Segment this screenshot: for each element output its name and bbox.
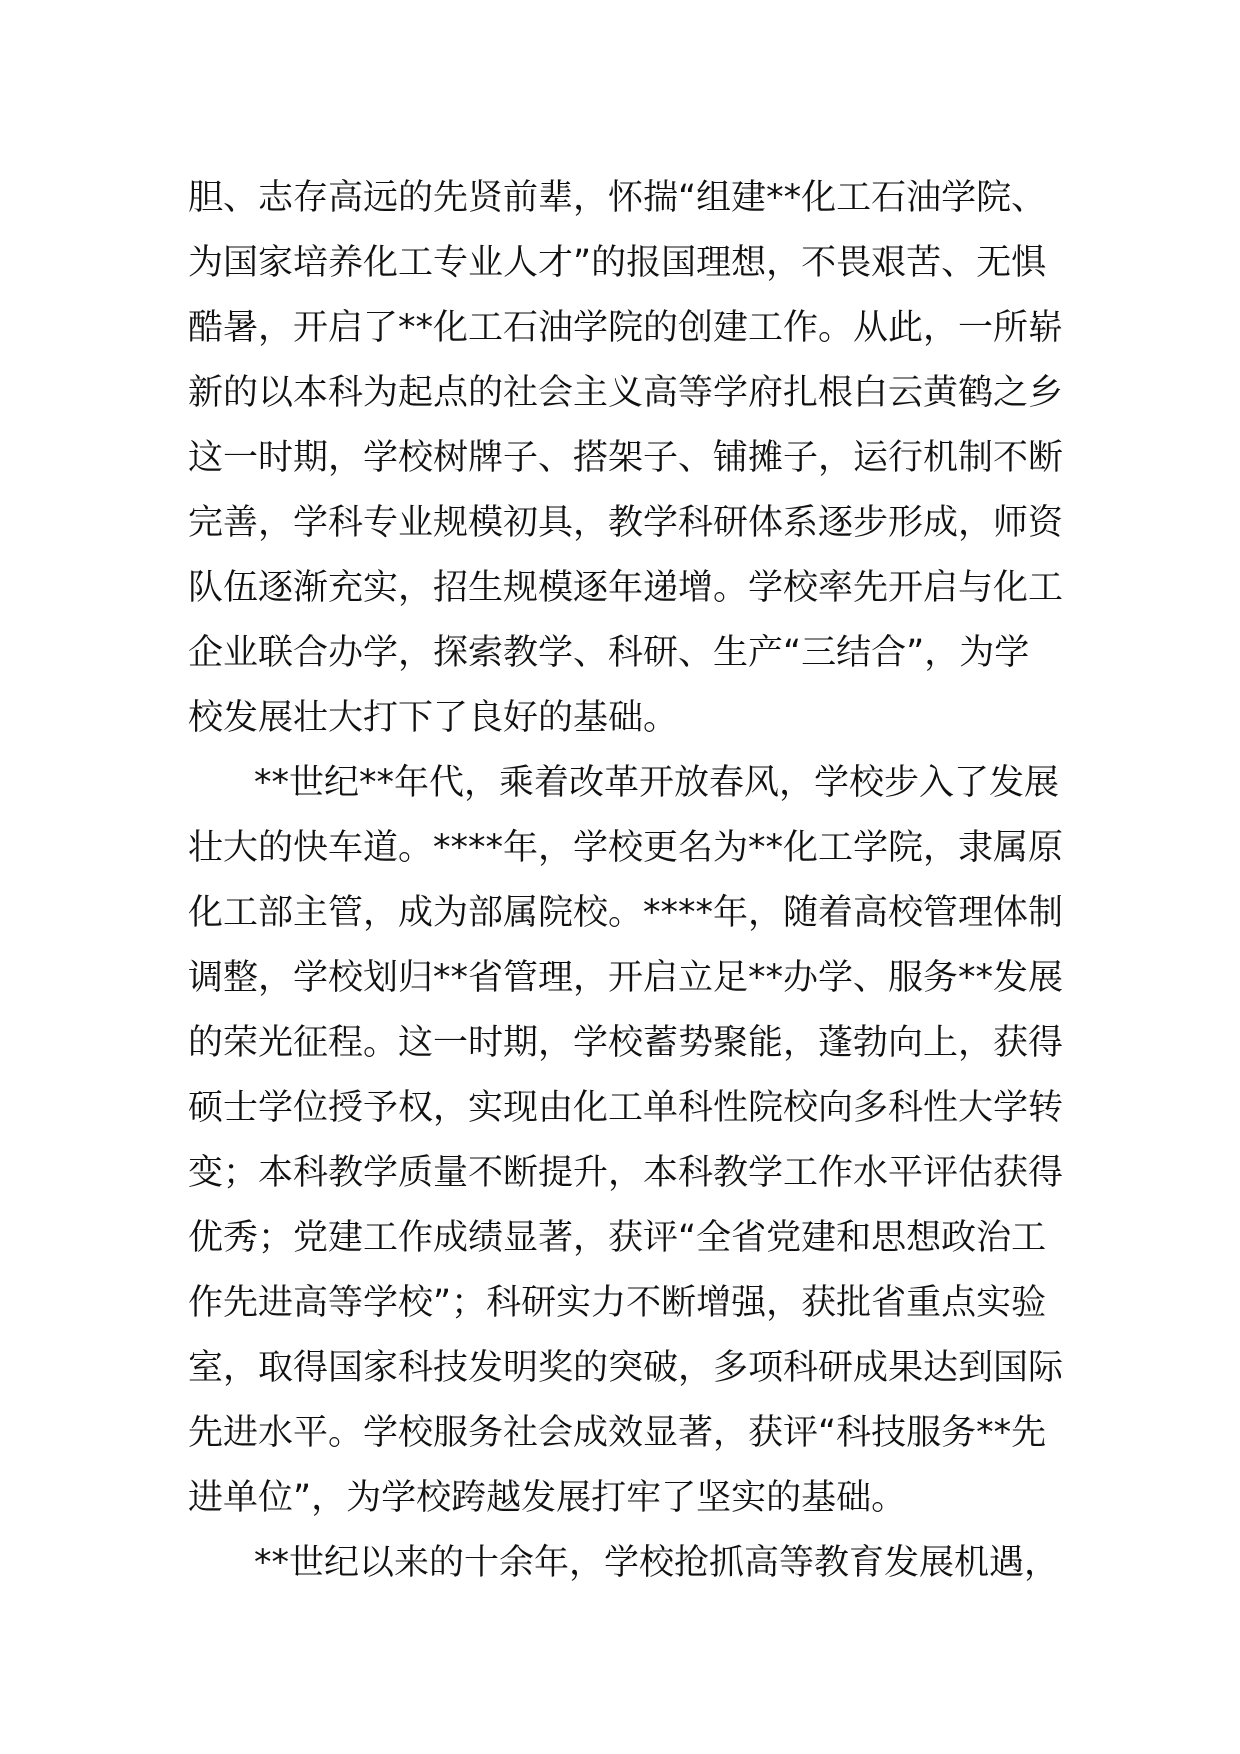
text-line: 作先进高等学校”；科研实力不断增强，获批省重点实验	[188, 1283, 1047, 1323]
text-line: 校发展壮大打下了良好的基础。	[188, 698, 679, 738]
text-line: 室，取得国家科技发明奖的突破，多项科研成果达到国际	[188, 1348, 1064, 1388]
paragraph-first-line: **世纪**年代，乘着改革开放春风，学校步入了发展	[254, 763, 1060, 803]
paragraph-first-line: **世纪以来的十余年，学校抢抓高等教育发展机遇，	[254, 1543, 1060, 1583]
text-line: 优秀；党建工作成绩显著，获评“全省党建和思想政治工	[188, 1218, 1047, 1258]
text-line: 变；本科教学质量不断提升，本科教学工作水平评估获得	[188, 1153, 1064, 1193]
text-line: 壮大的快车道。****年，学校更名为**化工学院，隶属原	[188, 828, 1064, 868]
text-line: 调整，学校划归**省管理，开启立足**办学、服务**发展	[188, 958, 1064, 998]
text-line: 胆、志存高远的先贤前辈，怀揣“组建**化工石油学院、	[188, 178, 1047, 218]
text-line: 企业联合办学，探索教学、科研、生产“三结合”，为学	[188, 633, 1030, 673]
text-line: 完善，学科专业规模初具，教学科研体系逐步形成，师资	[188, 503, 1064, 543]
body-text	[188, 166, 1063, 1596]
text-line: 先进水平。学校服务社会成效显著，获评“科技服务**先	[188, 1413, 1047, 1453]
text-line: 队伍逐渐充实，招生规模逐年递增。学校率先开启与化工	[188, 568, 1064, 608]
text-line: 酷暑，开启了**化工石油学院的创建工作。从此，一所崭	[188, 308, 1064, 348]
text-line: 为国家培养化工专业人才”的报国理想，不畏艰苦、无惧	[188, 243, 1047, 283]
text-line: 的荣光征程。这一时期，学校蓄势聚能，蓬勃向上，获得	[188, 1023, 1064, 1063]
text-line: 硕士学位授予权，实现由化工单科性院校向多科性大学转	[188, 1088, 1064, 1128]
text-line: 这一时期，学校树牌子、搭架子、铺摊子，运行机制不断	[188, 438, 1064, 478]
text-line: 进单位”，为学校跨越发展打牢了坚实的基础。	[188, 1478, 907, 1518]
text-line: 化工部主管，成为部属院校。****年，随着高校管理体制	[188, 893, 1064, 933]
text-line: 新的以本科为起点的社会主义高等学府扎根白云黄鹤之乡	[188, 373, 1064, 413]
